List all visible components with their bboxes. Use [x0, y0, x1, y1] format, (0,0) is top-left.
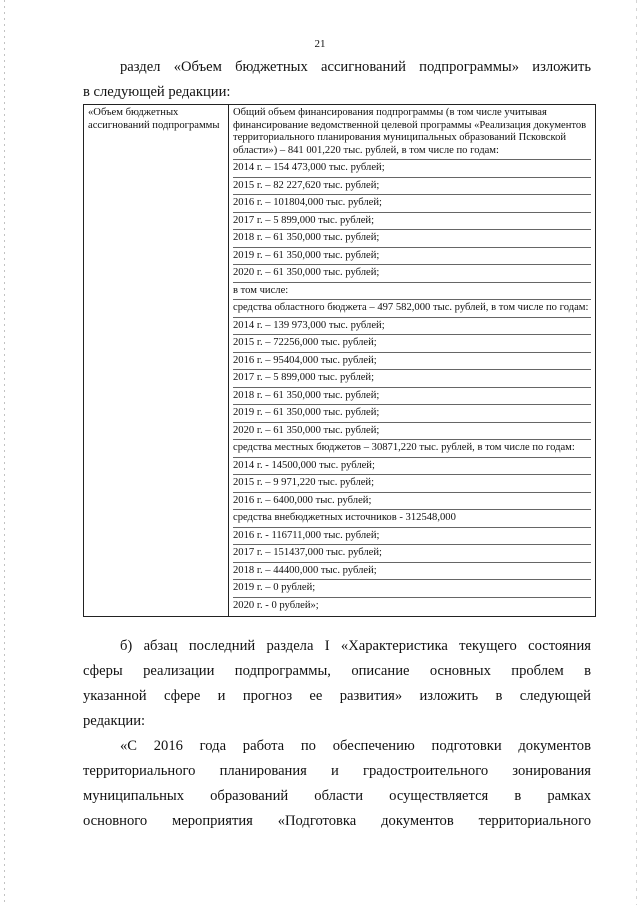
table-value-line: 2015 г. – 72256,000 тыс. рублей;: [233, 334, 591, 352]
scan-edge-left: [4, 0, 5, 905]
table-value-line: средства местных бюджетов – 30871,220 тыс. рублей, в том числе по годам:: [233, 439, 591, 457]
intro-line-2: в следующей редакции:: [83, 84, 231, 100]
table-value-line: 2014 г. - 14500,000 тыс. рублей;: [233, 457, 591, 475]
table-value-line: 2018 г. – 61 350,000 тыс. рублей;: [233, 387, 591, 405]
paragraph-c-line-2: территориального планирования и градостроительного зонирования: [83, 763, 591, 779]
table-value-line: 2019 г. – 61 350,000 тыс. рублей;: [233, 247, 591, 265]
paragraph-b-line-3: указанной сфере и прогноз ее развития» изложить в следующей: [83, 688, 591, 704]
paragraph-c-line-4: основного мероприятия «Подготовка документов территориального: [83, 813, 591, 829]
table-value-line: 2017 г. – 151437,000 тыс. рублей;: [233, 544, 591, 562]
scan-edge-right: [636, 0, 637, 905]
table-value-line: 2020 г. – 61 350,000 тыс. рублей;: [233, 422, 591, 440]
intro-line-1: раздел «Объем бюджетных ассигнований подпрограммы» изложить: [120, 59, 591, 75]
table-value-line: средства областного бюджета – 497 582,000 тыс. рублей, в том числе по годам:: [233, 299, 591, 317]
paragraph-c-line-1: «С 2016 года работа по обеспечению подготовки документов: [120, 738, 591, 754]
table-value-line: 2018 г. – 44400,000 тыс. рублей;: [233, 562, 591, 580]
table-value-line: 2014 г. – 154 473,000 тыс. рублей;: [233, 159, 591, 177]
table-row: [84, 105, 596, 617]
table-value-line: 2015 г. – 9 971,220 тыс. рублей;: [233, 474, 591, 492]
table-value-line: 2016 г. – 95404,000 тыс. рублей;: [233, 352, 591, 370]
paragraph-b-line-2: сферы реализации подпрограммы, описание основных проблем в: [83, 663, 591, 679]
budget-table: [83, 104, 596, 617]
table-value-line: в том числе:: [233, 282, 591, 300]
table-value-line: 2016 г. – 6400,000 тыс. рублей;: [233, 492, 591, 510]
paragraph-b: [83, 634, 591, 734]
paragraph-c: [83, 734, 591, 834]
table-value-line: 2018 г. – 61 350,000 тыс. рублей;: [233, 229, 591, 247]
table-value-line: 2017 г. – 5 899,000 тыс. рублей;: [233, 369, 591, 387]
intro-paragraph: [83, 55, 591, 105]
paragraph-b-line-1: б) абзац последний раздела I «Характеристика текущего состояния: [120, 638, 591, 654]
table-value-line: средства внебюджетных источников - 312548,000: [233, 509, 591, 527]
table-value-list: [233, 107, 591, 614]
page-number: 21: [314, 38, 326, 50]
table-value-line: 2019 г. – 61 350,000 тыс. рублей;: [233, 404, 591, 422]
table-value-line: 2020 г. – 61 350,000 тыс. рублей;: [233, 264, 591, 282]
table-value-cell: [229, 105, 596, 617]
table-value-line: 2016 г. - 116711,000 тыс. рублей;: [233, 527, 591, 545]
table-value-line: 2015 г. – 82 227,620 тыс. рублей;: [233, 177, 591, 195]
table-value-line: 2014 г. – 139 973,000 тыс. рублей;: [233, 317, 591, 335]
paragraph-b-line-4: редакции:: [83, 713, 146, 729]
table-label-cell: «Объем бюджетных ассигнований подпрограммы: [84, 105, 229, 617]
table-value-line: 2019 г. – 0 рублей;: [233, 579, 591, 597]
table-value-line: Общий объем финансирования подпрограммы (в том числе учитывая финансирование ведомственной целевой программы «Реализация документов территориального планирования муниципальных образований Псковской области») – 841 001,220 тыс. рублей, в том числе по годам:: [233, 107, 587, 156]
table-value-line: 2020 г. - 0 рублей»;: [233, 597, 591, 615]
paragraph-c-line-3: муниципальных образований области осуществляется в рамках: [83, 788, 591, 804]
table-value-line: 2016 г. – 101804,000 тыс. рублей;: [233, 194, 591, 212]
table-value-line: 2017 г. – 5 899,000 тыс. рублей;: [233, 212, 591, 230]
